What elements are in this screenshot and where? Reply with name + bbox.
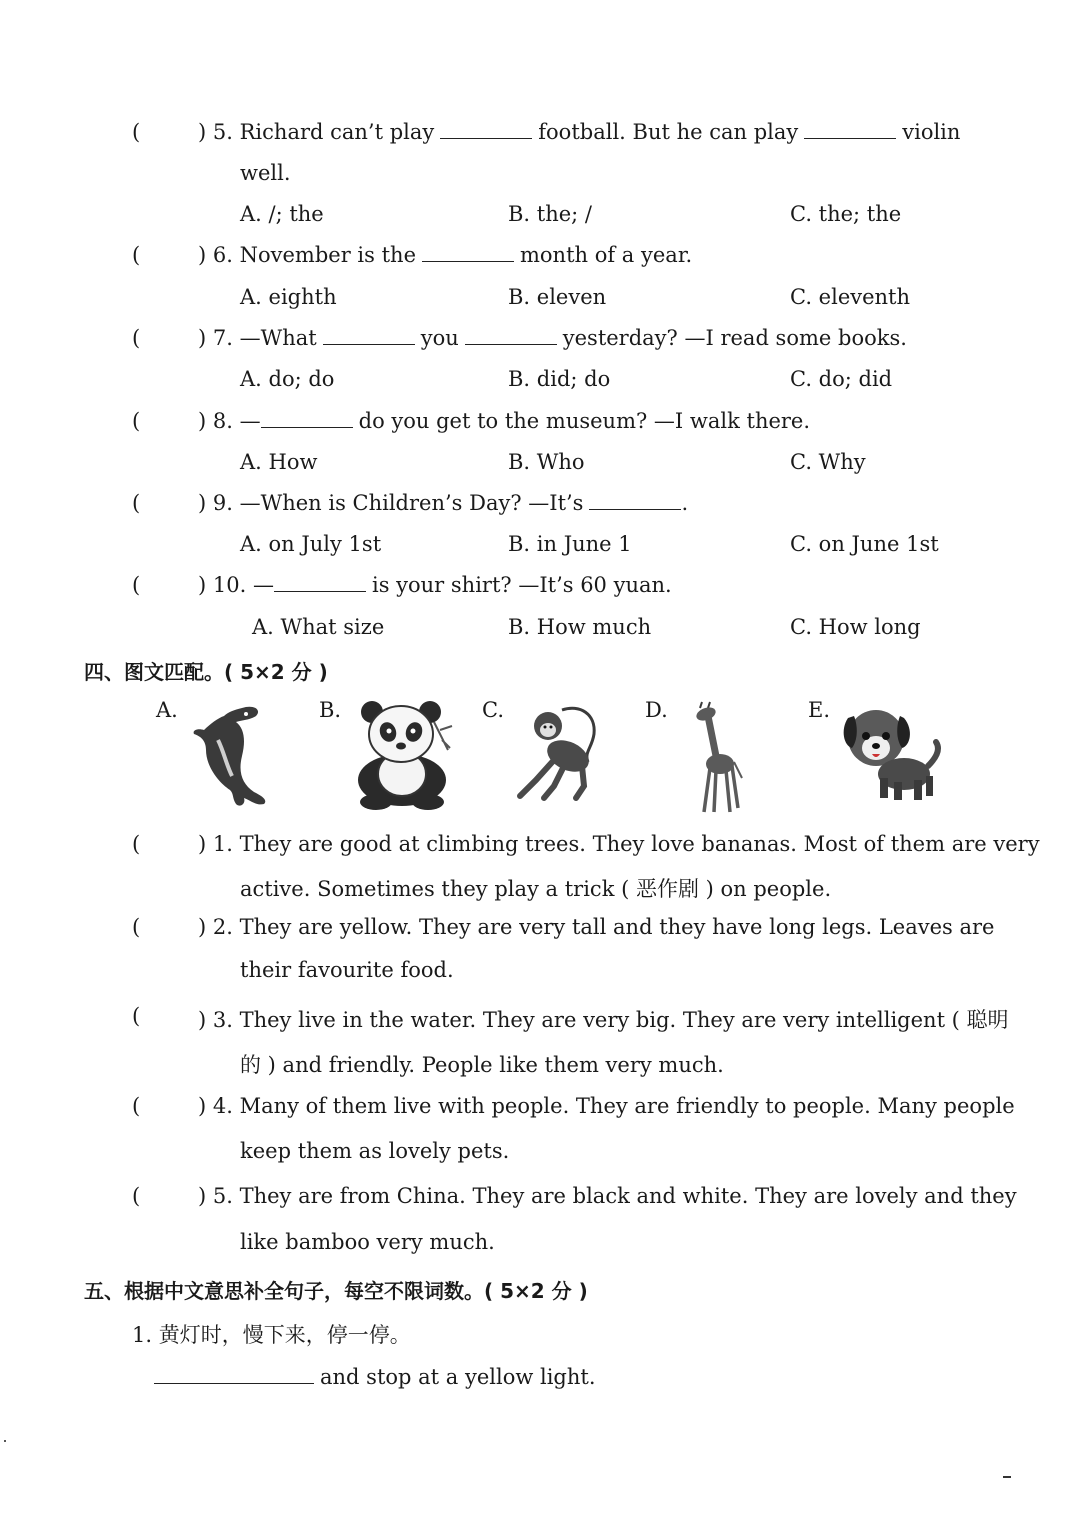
answer-paren-close: ) bbox=[198, 573, 207, 597]
option-a: A. How bbox=[240, 450, 318, 474]
match-item-4-cont: keep them as lovely pets. bbox=[240, 1139, 510, 1163]
question-text: month of a year. bbox=[520, 243, 693, 267]
option-c: C. do; did bbox=[790, 367, 893, 391]
question-text: . bbox=[681, 491, 689, 515]
question-text: football. But he can play bbox=[538, 120, 799, 144]
match-item-5-cont: like bamboo very much. bbox=[240, 1230, 495, 1254]
picture-label-d: D. bbox=[645, 698, 668, 722]
answer-paren-open: ( bbox=[132, 491, 141, 515]
question-number: 7. bbox=[212, 326, 233, 350]
question-9 bbox=[198, 491, 688, 515]
question-8 bbox=[198, 409, 810, 433]
option-b: B. in June 1 bbox=[508, 532, 632, 556]
answer-paren-open: ( bbox=[132, 120, 141, 144]
answer-paren-open: ( bbox=[132, 573, 141, 597]
dog-icon bbox=[840, 700, 944, 804]
match-item-1: ) 1. They are good at climbing trees. They love bananas. Most of them are very bbox=[198, 832, 1040, 856]
question-text: —What bbox=[239, 326, 317, 350]
answer-paren-open: ( bbox=[132, 243, 141, 267]
question-text: and stop at a yellow light. bbox=[320, 1365, 596, 1389]
answer-blank[interactable] bbox=[323, 344, 415, 345]
match-item-5: ) 5. They are from China. They are black and white. They are lovely and they bbox=[198, 1184, 1017, 1208]
option-a: A. What size bbox=[252, 615, 385, 639]
question-text: —When is Children’s Day? —It’s bbox=[239, 491, 584, 515]
option-b: B. did; do bbox=[508, 367, 611, 391]
option-c: C. eleventh bbox=[790, 285, 911, 309]
scan-dot bbox=[4, 1440, 6, 1442]
answer-paren-close: ) bbox=[198, 491, 207, 515]
answer-paren-open: ( bbox=[132, 409, 141, 433]
match-item-2: ) 2. They are yellow. They are very tall and they have long legs. Leaves are bbox=[198, 915, 995, 939]
panda-icon bbox=[350, 700, 454, 810]
monkey-icon bbox=[514, 700, 606, 804]
section-5-q1-english bbox=[154, 1365, 596, 1389]
answer-blank[interactable] bbox=[440, 138, 532, 139]
option-c: C. Why bbox=[790, 450, 866, 474]
answer-paren-open[interactable]: ( bbox=[132, 1094, 141, 1118]
giraffe-icon bbox=[680, 700, 744, 816]
question-text: you bbox=[420, 326, 459, 350]
picture-label-b: B. bbox=[319, 698, 342, 722]
answer-paren-open: ( bbox=[132, 326, 141, 350]
answer-blank[interactable] bbox=[465, 344, 557, 345]
answer-paren-open[interactable]: ( bbox=[132, 832, 141, 856]
answer-paren-close: ) bbox=[198, 409, 207, 433]
answer-paren-close: ) bbox=[198, 120, 207, 144]
scan-mark bbox=[1003, 1476, 1011, 1478]
question-text: violin bbox=[902, 120, 961, 144]
option-a: A. do; do bbox=[240, 367, 335, 391]
question-text: — bbox=[252, 573, 274, 597]
option-a: A. eighth bbox=[240, 285, 337, 309]
question-number: 6. bbox=[212, 243, 233, 267]
answer-paren-close: ) bbox=[198, 326, 207, 350]
answer-paren-close: ) bbox=[198, 243, 207, 267]
picture-label-e: E. bbox=[808, 698, 831, 722]
option-c: C. on June 1st bbox=[790, 532, 939, 556]
option-a: A. on July 1st bbox=[240, 532, 382, 556]
question-number: 8. bbox=[212, 409, 233, 433]
picture-label-c: C. bbox=[482, 698, 504, 722]
question-text: is your shirt? —It’s 60 yuan. bbox=[371, 573, 672, 597]
answer-paren-open[interactable]: ( bbox=[132, 1184, 141, 1208]
question-number: 5. bbox=[212, 120, 233, 144]
dolphin-icon bbox=[184, 700, 274, 810]
option-b: B. How much bbox=[508, 615, 652, 639]
answer-paren-open[interactable]: ( bbox=[132, 1004, 141, 1028]
question-text: Richard can’t play bbox=[239, 120, 435, 144]
section-5-title: 五、根据中文意思补全句子，每空不限词数。( 5×2 分 ) bbox=[84, 1279, 588, 1303]
question-number: 9. bbox=[212, 491, 233, 515]
section-4-title: 四、图文匹配。( 5×2 分 ) bbox=[84, 660, 328, 684]
answer-blank[interactable] bbox=[422, 261, 514, 262]
answer-blank[interactable] bbox=[261, 427, 353, 428]
match-item-4: ) 4. Many of them live with people. They are friendly to people. Many people bbox=[198, 1094, 1015, 1118]
question-continuation: well. bbox=[240, 161, 291, 185]
option-b: B. the; / bbox=[508, 202, 592, 226]
section-5-q1-chinese: 1. 黄灯时，慢下来，停一停。 bbox=[132, 1323, 411, 1347]
question-10 bbox=[198, 573, 672, 597]
option-c: C. How long bbox=[790, 615, 921, 639]
answer-paren-open[interactable]: ( bbox=[132, 915, 141, 939]
question-text: November is the bbox=[239, 243, 416, 267]
question-text: — bbox=[239, 409, 261, 433]
answer-blank[interactable] bbox=[804, 138, 896, 139]
option-b: B. Who bbox=[508, 450, 585, 474]
option-b: B. eleven bbox=[508, 285, 607, 309]
match-item-1-cont: active. Sometimes they play a trick ( 恶作剧 ) on people. bbox=[240, 877, 832, 901]
question-5 bbox=[198, 120, 960, 144]
answer-blank[interactable] bbox=[154, 1383, 314, 1384]
answer-blank[interactable] bbox=[589, 509, 681, 510]
question-number: 10. bbox=[212, 573, 247, 597]
match-item-2-cont: their favourite food. bbox=[240, 958, 454, 982]
question-7 bbox=[198, 326, 907, 350]
match-item-3-cont: 的 ) and friendly. People like them very much. bbox=[240, 1053, 724, 1077]
question-text: yesterday? —I read some books. bbox=[562, 326, 907, 350]
match-item-3: ) 3. They live in the water. They are very big. They are very intelligent ( 聪明 bbox=[198, 1008, 1009, 1032]
option-a: A. /; the bbox=[240, 202, 324, 226]
option-c: C. the; the bbox=[790, 202, 902, 226]
question-6 bbox=[198, 243, 692, 267]
answer-blank[interactable] bbox=[274, 591, 366, 592]
question-text: do you get to the museum? —I walk there. bbox=[358, 409, 811, 433]
picture-label-a: A. bbox=[156, 698, 178, 722]
